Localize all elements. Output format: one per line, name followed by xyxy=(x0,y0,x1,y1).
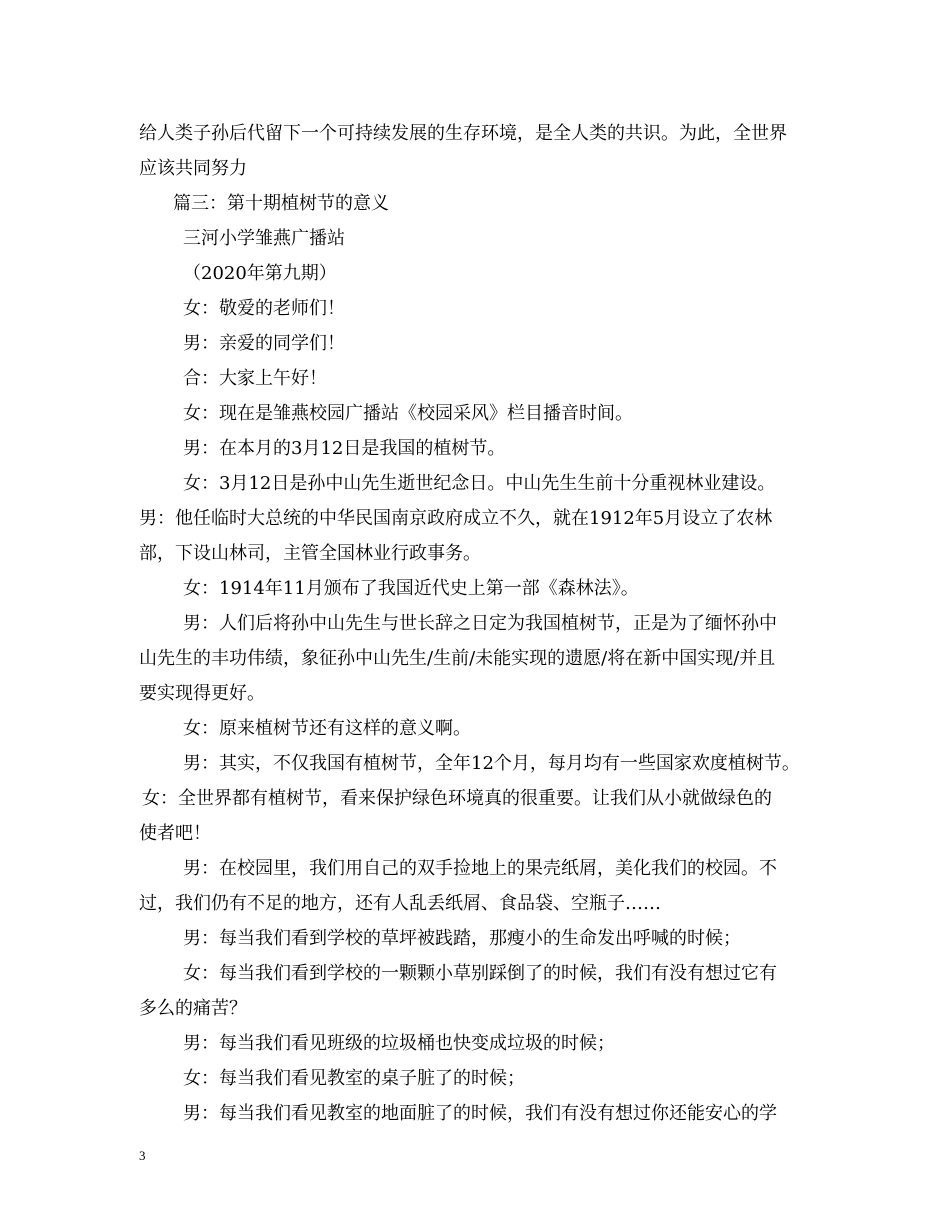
text-line: 合：大家上午好！ xyxy=(183,368,327,389)
text-line: 男：每当我们看见班级的垃圾桶也快变成垃圾的时候； xyxy=(183,1033,615,1054)
text-line: 男：在校园里，我们用自己的双手捡地上的果壳纸屑，美化我们的校园。不 xyxy=(183,858,777,879)
text-line: 男：他任临时大总统的中华民国南京政府成立不久，就在1912年5月设立了农林 xyxy=(139,508,773,529)
text-line: 女：原来植树节还有这样的意义啊。 xyxy=(183,718,471,739)
text-line: 女：全世界都有植树节，看来保护绿色环境真的很重要。让我们从小就做绿色的 xyxy=(142,788,772,809)
text-line: 给人类子孙后代留下一个可持续发展的生存环境，是全人类的共识。为此，全世界 xyxy=(139,123,787,144)
text-line: 女：3月12日是孙中山先生逝世纪念日。中山先生生前十分重视林业建设。 xyxy=(183,473,776,494)
text-line: 女：敬爱的老师们！ xyxy=(183,298,345,319)
text-line: 女：1914年11月颁布了我国近代史上第一部《森林法》。 xyxy=(183,578,639,599)
text-line: 女：现在是雏燕校园广播站《校园采风》栏目播音时间。 xyxy=(183,403,633,424)
text-line: 三河小学雏燕广播站 xyxy=(183,228,345,249)
page-number: 3 xyxy=(139,1148,146,1163)
text-line: 多么的痛苦？ xyxy=(139,998,247,1019)
text-line: 男：其实，不仅我国有植树节，全年12个月，每月均有一些国家欢度植树节。 xyxy=(183,753,800,774)
text-line: 男：人们后将孙中山先生与世长辞之日定为我国植树节，正是为了缅怀孙中 xyxy=(183,613,777,634)
text-line: 篇三：第十期植树节的意义 xyxy=(173,193,389,214)
document-body xyxy=(139,116,819,1131)
text-line: 男：亲爱的同学们！ xyxy=(183,333,345,354)
text-line: 要实现得更好。 xyxy=(139,683,265,704)
text-line: 部，下设山林司，主管全国林业行政事务。 xyxy=(139,543,481,564)
text-line: 男：每当我们看见教室的地面脏了的时候，我们有没有想过你还能安心的学 xyxy=(183,1103,777,1124)
text-line: 女：每当我们看到学校的一颗颗小草别踩倒了的时候，我们有没有想过它有 xyxy=(183,963,777,984)
text-line: 男：在本月的3月12日是我国的植树节。 xyxy=(183,438,506,459)
text-line: （2020年第九期） xyxy=(183,263,337,284)
text-line: 使者吧！ xyxy=(139,823,211,844)
text-line: 女：每当我们看见教室的桌子脏了的时候； xyxy=(183,1068,525,1089)
text-line: 山先生的丰功伟绩，象征孙中山先生/生前/未能实现的遗愿/将在新中国实现/并且 xyxy=(139,648,776,669)
text-line: 男：每当我们看到学校的草坪被践踏，那瘦小的生命发出呼喊的时候； xyxy=(183,928,741,949)
text-line: 应该共同努力 xyxy=(139,158,247,179)
text-line: 过，我们仍有不足的地方，还有人乱丢纸屑、食品袋、空瓶子…… xyxy=(139,893,661,914)
